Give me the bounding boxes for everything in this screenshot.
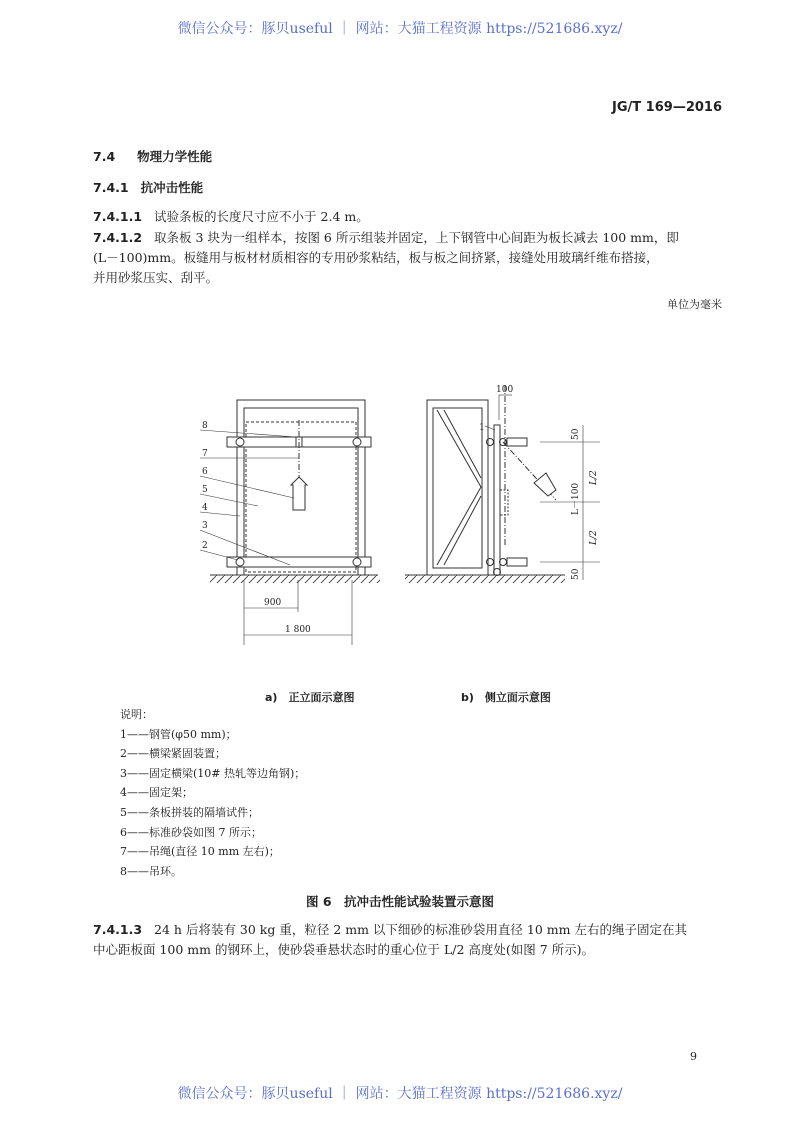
dim-half-top: L/2 [589,470,599,485]
label-6: 6 [202,467,208,477]
clause-text: (L－100)mm。板缝用与板材材质相容的专用砂浆粘结，板与板之间挤紧，接缝处用玻璃纤维布搭接， [93,250,659,265]
dim-100: 100 [496,385,514,395]
section-number: 7.4.1 [93,180,129,195]
sand-bag [291,477,307,510]
bottom-beam [227,557,371,567]
diagonal-braces [437,410,481,565]
dim-l-minus-100: L－100 [571,482,581,515]
label-7: 7 [202,449,208,459]
legend-heading: 说明： [120,708,153,721]
dim-1800: 1 800 [285,625,311,635]
watermark-bottom: 微信公众号：豚贝useful ｜ 网站：大猫工程资源 https://521686.xyz/ [177,1086,623,1102]
front-view [200,400,380,645]
clause-text: 并用砂浆压实、刮平。 [93,270,219,285]
section-number: 7.4 [93,149,116,164]
label-4: 4 [202,503,208,513]
dim-50-top: 50 [571,428,581,440]
figure-legend [120,705,305,881]
standard-code: JG/T 169—2016 [612,100,722,115]
legend-item: 2——横梁紧固装置； [120,747,226,761]
side-frame-inner [433,408,482,568]
clause-7-4-1-3 [93,920,733,960]
dimension-lines [244,580,352,645]
caption-a: a) 正立面示意图 [265,691,355,704]
side-specimen [494,425,500,575]
clause-number: 7.4.1.3 [93,922,143,937]
label-3: 3 [202,521,208,531]
label-2: 2 [202,541,208,551]
watermark-top: 微信公众号：豚贝useful ｜ 网站：大猫工程资源 https://521686.xyz/ [177,21,623,37]
front-labels [202,421,311,635]
legend-item: 8——吊环。 [120,864,182,878]
clause-number: 7.4.1.2 [93,230,143,245]
dim-half-bottom: L/2 [589,530,599,545]
leader-lines [200,430,299,565]
legend-item: 1——钢管(φ50 mm)； [120,727,237,741]
ground-hatch [210,575,380,583]
label-1: 1 [479,423,485,433]
dim-50-bottom: 50 [571,568,581,580]
clause-text: 24 h 后将装有 30 kg 重，粒径 2 mm 以下细砂的标准砂袋用直径 10 mm 左右的绳子固定在其 [154,922,687,937]
legend-item: 5——条板拼装的隔墙试件； [120,805,259,819]
dim-900: 900 [264,598,282,608]
clause-text: 试验条板的长度尺寸应不小于 2.4 m。 [154,209,369,224]
section-title: 物理力学性能 [137,149,213,164]
swung-sand-bag [534,473,556,496]
unit-note: 单位为毫米 [667,298,722,311]
legend-item: 3——固定横梁(10# 热轧等边角钢)； [120,766,306,780]
legend-item: 6——标准砂袋如图 7 所示； [120,825,262,839]
section-title: 抗冲击性能 [140,180,204,195]
legend-item: 7——吊绳(直径 10 mm 左右)； [120,845,280,859]
label-8: 8 [202,421,208,431]
figure-title: 图 6 抗冲击性能试验装置示意图 [306,894,495,909]
clause-text: 中心距板面 100 mm 的钢环上，使砂袋垂悬状态时的重心位于 L/2 高度处(如图 7 所示)。 [93,942,595,957]
clause-text: 取条板 3 块为一组样本，按图 6 所示组装并固定，上下钢管中心间距为板长减去 100 mm，即 [154,230,679,245]
page-number: 9 [690,1050,697,1063]
clause-number: 7.4.1.1 [93,209,143,224]
caption-b: b) 侧立面示意图 [461,691,551,704]
legend-item: 4——固定架； [120,786,193,800]
hanging-bag-ghost [500,490,508,515]
label-5: 5 [202,485,208,495]
